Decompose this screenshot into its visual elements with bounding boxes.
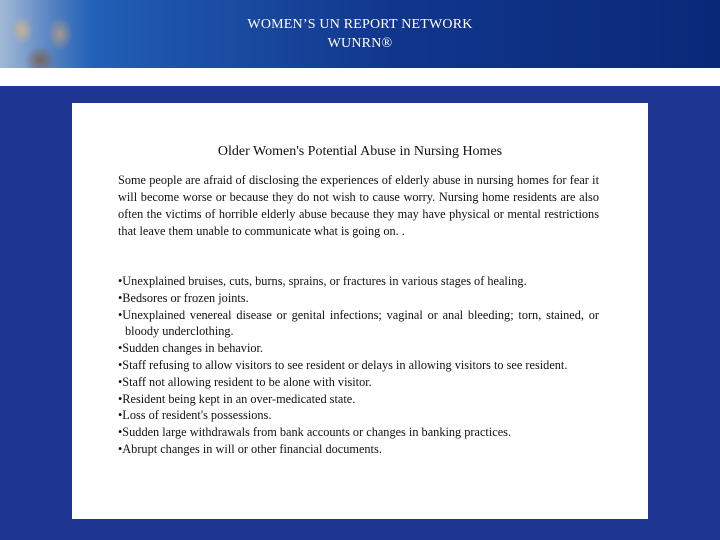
header-title: WOMEN’S UN REPORT NETWORK bbox=[247, 17, 473, 32]
slide-title: Older Women's Potential Abuse in Nursing Homes bbox=[217, 144, 503, 159]
bullet-item: •Staff not allowing resident to be alone with visitor. bbox=[118, 374, 372, 389]
header-subtitle: WUNRN® bbox=[327, 36, 393, 51]
bullet-item: •Staff refusing to allow visitors to see resident or delays in allowing visitors to see resident. bbox=[118, 357, 568, 372]
bullet-item: •Resident being kept in an over-medicated state. bbox=[118, 391, 356, 406]
header-divider bbox=[0, 68, 720, 86]
header-banner bbox=[0, 0, 720, 68]
bullet-item: •Abrupt changes in will or other financial documents. bbox=[118, 441, 382, 456]
header-photo bbox=[0, 0, 92, 68]
bullet-item: •Sudden changes in behavior. bbox=[118, 341, 264, 356]
intro-paragraph: Some people are afraid of disclosing the experiences of elderly abuse in nursing homes for fear it will become worse or because they do not wish to cause worry. Nursing home residents are also often the victims of horrible elderly abuse because they may have physical or mental restrictions that leave them unable to communicate what is going on. . bbox=[118, 173, 599, 238]
bullet-item: •Unexplained venereal disease or genital infections; vaginal or anal bleeding; torn, stained, or bloody underclothing. bbox=[118, 307, 599, 339]
bullet-item: •Unexplained bruises, cuts, burns, sprains, or fractures in various stages of healing. bbox=[118, 274, 527, 288]
bullet-item: •Loss of resident's possessions. bbox=[118, 408, 272, 423]
bullet-item: •Bedsores or frozen joints. bbox=[118, 290, 249, 305]
slide-card bbox=[72, 103, 648, 519]
bullet-list bbox=[118, 273, 599, 458]
bullet-item: •Sudden large withdrawals from bank accounts or changes in banking practices. bbox=[118, 425, 512, 440]
